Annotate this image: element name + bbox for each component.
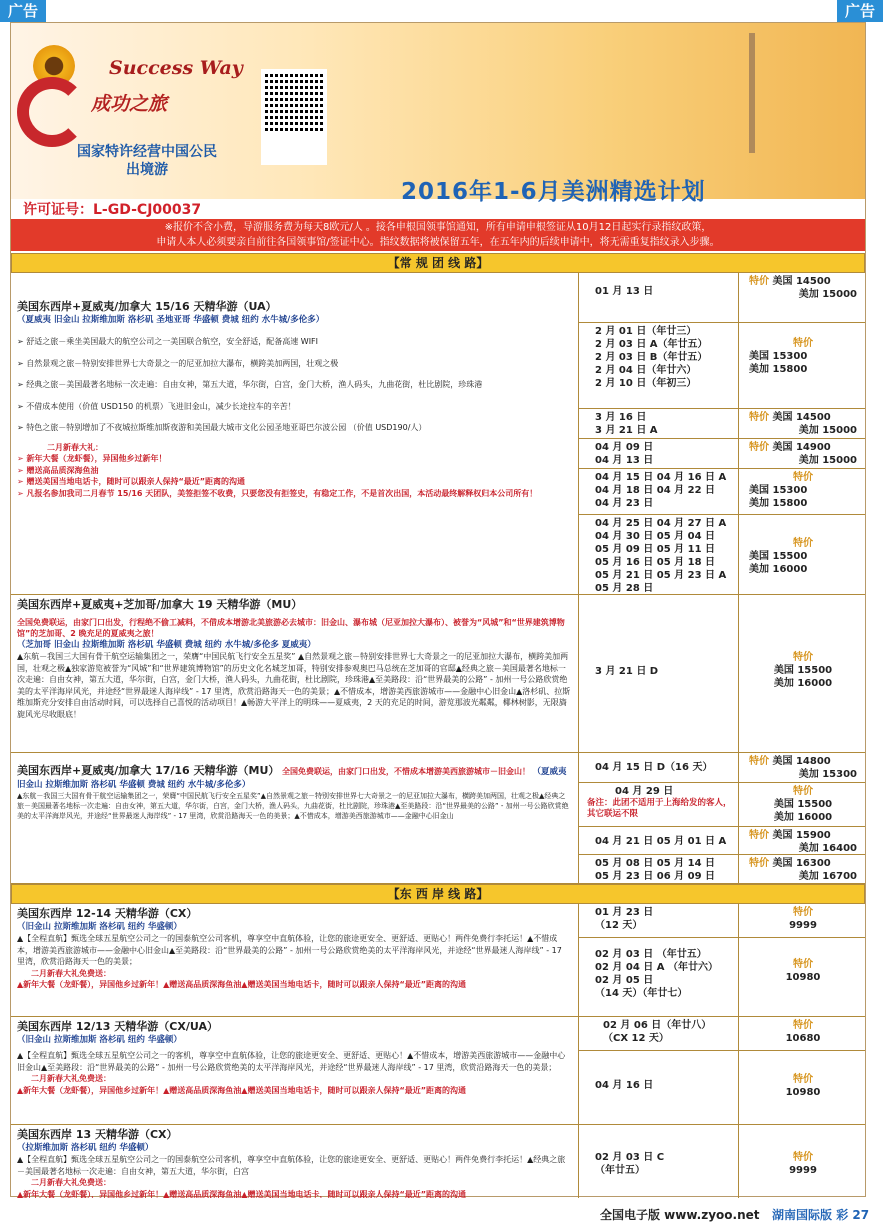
date-cell: 01 月 23 日 （12 天） [579,904,739,938]
price-cell: 特价 美国 14900 美加 15000 [739,439,865,469]
gift-title: 二月新春大礼免费送： [31,1074,111,1083]
tour-highlights: ▲【全程直航】甄选全球五星航空公司之一的国泰航空公司客机，尊享空中直航体验，让您的旅途更安全、更舒适、更贴心！两件免费行李托运！▲经典之旅－美国最著名地标一次走遍：自由女神，第五大道，华尔街，白宫 [17,1155,566,1176]
bullet: ➢ 不借成本使用（价值 USD150 的机票）飞进旧金山，减少长途拉车的辛苦！ [17,401,296,411]
price-cell: 特价 美国 15900 美加 16400 [739,827,865,855]
tour-cities: （芝加哥 旧金山 拉斯维加斯 洛杉矶 华盛顿 费城 纽约 水牛城/多伦多 夏威夷） [17,639,316,650]
tour-title: 美国东西岸+夏威夷+芝加哥/加拿大 19 天精华游（MU） [17,598,303,611]
gift-items: ▲新年大餐（龙虾餐），异国他乡过新年！▲赠送高品质深海鱼油▲赠送美国当地电话卡，随时可以跟亲人保持“最近”距离的沟通 [17,1189,466,1198]
slogan: 国家特许经营中国公民 出境游 [77,144,217,178]
tour-desc [11,1017,579,1124]
tour-prices [739,904,865,1016]
tour-cities: （夏威夷 旧金山 拉斯维加斯 洛杉矶 圣地亚哥 华盛顿 费城 纽约 水牛城/多伦多） [17,314,325,325]
page-title: 2016年1-6月美洲精选计划 [401,179,706,205]
gift-item: ➢ 赠送高品质深海鱼油 [17,465,99,475]
tour-dates [579,753,739,883]
tour-dates [579,1017,739,1124]
tour-highlights: ▲东航－我国三大国有骨干航空运输集团之一，荣膺“中国民航飞行安全五星奖”▲自然景观之旅－特别安排世界七大奇景之一的尼亚加拉大瀑布，横跨美加两国，壮观之极▲经典之旅－美国最著名地标一次走遍：自由女神，第五大道，华尔街，白宫，金门大桥，渔人码头，九曲花街，杜比剧院，珍珠港▲至美路段：沿“世界最美的公路” - 加州一号公路欣赏绝美的太平洋海岸风光，并途经“世界最迷人海岸线” - 17 里湾，欣赏沿路海天一色的美景；▲不惜成本，增游美西旅游城市——金融中心旧金山 [17,792,569,820]
gift-item: ➢ 凡报名参加我司二月春节 15/16 天团队，美签拒签不收费，只要您没有拒签史，有稳定工作，不是首次出国，本活动最终解释权归本公司所有！ [17,488,538,498]
date-cell: 04 月 29 日 备注：此团不适用于上海给发的客人，其它联运不限 [579,783,739,827]
section-regular: 【常 规 团 线 路】 [11,253,865,273]
tour-desc [11,273,579,594]
date-cell: 02 月 03 日 C （年廿五） [595,1152,665,1176]
tour-row [11,753,865,884]
price-cell: 特价 美国 15500 美加 16000 [773,652,833,689]
tour-cities: （旧金山 拉斯维加斯 洛杉矶 纽约 华盛顿） [17,921,182,932]
gift-title: 二月新春大礼免费送： [31,968,111,978]
tour-dates [579,273,739,594]
price-cell: 特价 9999 [739,904,865,938]
qr-code-icon [261,69,327,165]
price-cell: 特价 美国 16300 美加 16700 [749,858,857,882]
tour-desc [11,904,579,1016]
tour-promo: 全国免费联运，由家门口出发，行程绝不偷工减料，不借成本增游北美旅游必去城市：旧金山、瀑布城（尼亚加拉大瀑布）、被誉为“风城”和“世界建筑博物馆”的芝加哥、2 晚充足的夏威夷之旅！ [17,617,565,638]
tour-cities: （拉斯维加斯 洛杉矶 纽约 华盛顿） [17,1142,154,1153]
tour-dates [579,1125,739,1198]
footer: 全国电子版 www.zyoo.net 湖南国际版 彩 27 [600,1208,870,1222]
tour-desc [11,753,579,883]
header-banner [11,23,865,218]
tour-desc [11,1125,579,1198]
date-cell: 05 月 08 日 05 月 14 日 05 月 23 日 06 月 09 日 [595,858,716,882]
bullet: ➢ 特色之旅－特别增加了不夜城拉斯维加斯夜游和美国最大城市文化公园圣地亚哥巴尔波公园 （价值 USD190/人） [17,423,427,432]
tour-prices [739,753,865,883]
price-cell: 特价 美国 15300 美加 15800 [739,469,865,515]
notice-bar: ※报价不含小费，导游服务费为每天8欧元/人 。接各申根国领事馆通知，所有申请申根签证从10月12日起实行录指纹政策， 申请人本人必须要亲自前往各国领事馆/签证中心。指纹数据将被保留五年，在五年内的后续申请中，将无需重复指纹录入步骤。 [11,219,865,251]
price-cell: 特价 美国 15300 美加 15800 [739,323,865,409]
bullet: ➢ 经典之旅－美国最著名地标一次走遍：自由女神，第五大道，华尔街，白宫，金门大桥，渔人码头，九曲花街，杜比剧院，珍珠港 [17,380,483,389]
date-cell: 3 月 16 日 3 月 21 日 A [579,409,739,439]
gift-items: ▲新年大餐（龙虾餐），异国他乡过新年！▲赠送高品质深海鱼油▲赠送美国当地电话卡，随时可以跟亲人保持“最近”距离的沟通 [17,1085,466,1095]
price-cell: 特价 10680 [739,1017,865,1051]
gift-item: ➢ 新年大餐（龙虾餐），异国他乡过新年！ [17,454,167,463]
tour-prices [739,1017,865,1124]
tour-cities: （旧金山 拉斯维加斯 洛杉矶 纽约 华盛顿） [17,1034,182,1045]
tour-prices [739,595,865,752]
price-cell: 特价 美国 15500 美加 16000 [749,538,813,575]
date-cell: 3 月 21 日 D [595,666,659,677]
tour-dates [579,595,739,752]
tour-cities: （夏威夷 旧金山 拉斯维加斯 洛杉矶 华盛顿 费城 纽约 水牛城/多伦多） [17,767,567,790]
gift-title: 二月新春大礼免费送： [31,1178,111,1187]
tour-highlights: ▲【全程直航】甄选全球五星航空公司之一的国泰航空公司客机，尊享空中直航体验，让您的旅途更安全、更舒适、更贴心！两件免费行李托运！▲不惜成本，增游美西旅游城市——金融中心旧金山▲至美路段：沿“世界最美的公路” - 加州一号公路欣赏绝美的太平洋海岸风光，并途经“世界最迷人海岸线” - 17 里湾，欣赏沿路海天一色的美景； [17,934,562,966]
date-cell: 04 月 21 日 05 月 01 日 A [579,827,739,855]
tour-promo: 全国免费联运，由家门口出发，不惜成本增游美西旅游城市－旧金山！ [281,767,530,776]
tour-title: 美国东西岸 12-14 天精华游（CX） [17,907,198,920]
tour-title: 美国东西岸 12/13 天精华游（CX/UA） [17,1020,218,1033]
tour-title: 美国东西岸 13 天精华游（CX） [17,1128,178,1141]
advert-page [10,22,866,1197]
ad-tag-right: 广告 [837,0,883,22]
license-number: 许可证号：L-GD-CJ00037 [23,202,202,218]
tour-prices [739,1125,865,1198]
date-cell: 2 月 01 日（年廿三） 2 月 03 日 A（年廿五） 2 月 03 日 B（年廿五） 2 月 04 日（年廿六） 2 月 10 日（年初三） [579,323,739,409]
bullet: ➢ 自然景观之旅－特别安排世界七大奇景之一的尼亚加拉大瀑布，横跨美加两国，壮观之极 [17,358,339,368]
date-cell: 04 月 16 日 [595,1080,654,1091]
bullet: ➢ 舒适之旅－乘坐美国最大的航空公司之一美国联合航空，安全舒适，配备高速 WIFI [17,337,319,346]
tour-row [11,273,865,595]
gift-item: ➢ 赠送美国当地电话卡，随时可以跟亲人保持“最近”距离的沟通 [17,477,246,486]
brand-en: Success Way [109,57,243,79]
tour-title: 美国东西岸+夏威夷/加拿大 17/16 天精华游（MU） [17,764,280,777]
date-cell: 04 月 15 日 D（16 天） [579,753,739,783]
price-cell: 特价 美国 14500 美加 15000 [739,273,865,323]
tour-desc [11,595,579,752]
price-cell: 特价 10980 [785,959,821,983]
ad-tag-left: 广告 [0,0,46,22]
tour-prices [739,273,865,594]
tour-row [11,904,865,1017]
price-cell: 特价 9999 [789,1152,817,1176]
price-cell: 特价 美国 14800 美加 15300 [739,753,865,783]
date-cell: 04 月 09 日 04 月 13 日 [579,439,739,469]
tour-highlights: ▲东航－我国三大国有骨干航空运输集团之一，荣膺“中国民航飞行安全五星奖” ▲自然景观之旅－特别安排世界七大奇景之一的尼亚加拉大瀑布，横跨美加两国，壮观之极▲独家游览被誉为“风城”和“世界建筑博物馆”的历史文化名城芝加哥，特别安排参观奥巴马总统在芝加哥的官邸▲经典之旅－美国最著名地标一次走遍：自由女神，第五大道，华尔街，白宫，金门大桥，渔人码头，九曲花街，杜比剧院，珍珠港▲至美路段：沿“世界最美的公路” - 加州一号公路欣赏绝美的太平洋海岸风光，并途经“世界最迷人海岸线” - 17 里湾，欣赏沿路海天一色的美景；▲不惜成本，增游美西旅游城市——金融中心旧金山▲洛杉矶、拉斯维加斯充分安排自由活动时间，可以选择自己喜悦的活动项目！▲畅游大平洋上的明珠——夏威夷，2 天的充足的时间，游览那波光粼粼，椰林树影，无限旖旎风光尽收眼底！ [17,652,571,719]
date-cell: 04 月 25 日 04 月 27 日 A 04 月 30 日 05 月 04 日 05 月 09 日 05 月 11 日 05 月 16 日 05 月 18 日 05 月 21 日 05 月 23 日 A 05 月 28 日 [595,518,727,594]
logo-ring [17,77,87,147]
tour-row [11,1017,865,1125]
tour-row [11,1125,865,1198]
date-cell: 02 月 06 日（年廿八） （CX 12 天） [579,1017,739,1051]
price-cell: 特价 美国 15500 美加 16000 [739,783,865,827]
brand-cn: 成功之旅 [91,93,168,115]
tour-highlights: ▲【全程直航】甄选全球五星航空公司之一的客机，尊享空中直航体验，让您的旅途更安全、更舒适、更贴心！▲不惜成本，增游美西旅游城市——金融中心旧金山▲至美路段：沿“世界最美的公路” - 加州一号公路欣赏绝美的太平洋海岸风光，并途经“世界最迷人海岸线” - 17 里湾，欣赏沿路海天一色的美景； [17,1051,566,1072]
date-cell: 01 月 13 日 [579,273,739,323]
landmark-icon [749,33,755,153]
gift-title: 二月新春大礼： [47,442,103,452]
date-cell: 02 月 03 日 （年廿五） 02 月 04 日 A （年廿六） 02 月 05 日 （14 天）（年廿七） [595,949,718,999]
tour-row [11,595,865,753]
gift-items: ▲新年大餐（龙虾餐），异国他乡过新年！▲赠送高品质深海鱼油▲赠送美国当地电话卡，随时可以跟亲人保持“最近”距离的沟通 [17,980,466,989]
date-cell: 04 月 15 日 04 月 16 日 A 04 月 18 日 04 月 22 日 04 月 23 日 [579,469,739,515]
price-cell: 特价 10980 [785,1074,821,1098]
tour-title: 美国东西岸+夏威夷/加拿大 15/16 天精华游（UA） [17,300,277,313]
price-cell: 特价 美国 14500 美加 15000 [739,409,865,439]
tour-dates [579,904,739,1016]
section-east-west: 【东 西 岸 线 路】 [11,884,865,904]
tour-table [11,253,865,1198]
